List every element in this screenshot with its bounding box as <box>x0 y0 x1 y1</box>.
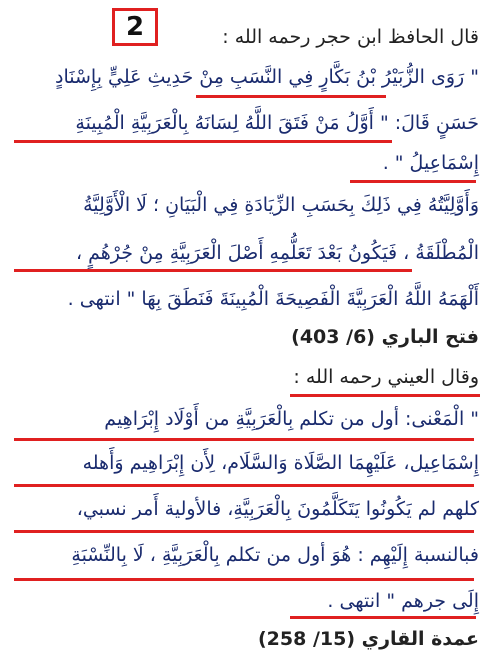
underline-2 <box>14 140 392 143</box>
text-line-11: كلهم لم يَكُونُوا يَتَكَلَّمُونَ بِالْعَرَبِيَّةِ، فالأولية أَمر نسبي، <box>76 498 479 520</box>
citation-fath-al-bari: فتح الباري (6/ 403) <box>291 326 479 348</box>
underline-1 <box>196 95 386 98</box>
underline-9 <box>14 578 474 581</box>
underline-5 <box>290 394 480 397</box>
text-line-4: إِسْمَاعِيلُ " . <box>382 152 479 174</box>
text-line-10: إِسْمَاعِيل، عَلَيْهِمَا الصَّلَاة وَالسَّلَام، لِأَن إِبْرَاهِيم وَأَهله <box>82 452 479 474</box>
underline-8 <box>14 530 474 533</box>
text-line-6: الْمُطْلَقَةُ ، فَيَكُونُ بَعْدَ تَعَلُّمِهِ أَصْلَ الْعَرَبِيَّةِ مِنْ جُرْهُمٍ ، <box>75 242 479 264</box>
text-line-intro-al-ayni: وقال العيني رحمه الله : <box>293 366 479 388</box>
underline-7 <box>14 484 474 487</box>
underline-3 <box>350 180 476 183</box>
text-line-12: فبالنسبة إِلَيْهِم : هُوَ أول من تكلم بِالْعَرَبِيَّةِ ، لَا بِالنِّسْبَةِ <box>71 544 479 566</box>
text-line-5: وَأَوَّلِيَّتُهُ فِي ذَلِكَ بِحَسَبِ الزِّيَادَةِ فِي الْبَيَانِ ؛ لَا الْأَوَّلِيَّةُ <box>83 194 479 216</box>
text-line-1-intro-ibn-hajar: قال الحافظ ابن حجر رحمه الله : <box>222 26 479 48</box>
page-number-badge: 2 <box>112 8 158 46</box>
citation-umdat-al-qari: عمدة القاري (15/ 258) <box>257 628 479 650</box>
text-line-3: حَسَنٍ قَالَ: " أَوَّلُ مَنْ فَتَقَ اللَّهُ لِسَانَهُ بِالْعَرَبِيَّةِ الْمُبِينَةِ <box>75 112 479 134</box>
text-line-7: أَلْهَمَهُ اللَّهُ الْعَرَبِيَّةَ الْفَصِيحَةَ الْمُبِينَةَ فَنَطَقَ بِهَا " انتهى . <box>67 288 479 310</box>
text-line-9: " الْمَعْنى: أول من تكلم بِالْعَرَبِيَّةِ من أَوْلَاد إِبْرَاهِيم <box>104 408 479 430</box>
text-line-2: " رَوَى الزُّبَيْرُ بْنُ بَكَّارٍ فِي النَّسَبِ مِنْ حَدِيثِ عَلِيٍّ بِإِسْنَادٍ <box>55 66 479 88</box>
underline-10 <box>290 616 476 619</box>
underline-6 <box>14 438 474 441</box>
underline-4 <box>14 269 412 272</box>
text-line-13: إِلَى جرهم " انتهى . <box>327 590 479 612</box>
